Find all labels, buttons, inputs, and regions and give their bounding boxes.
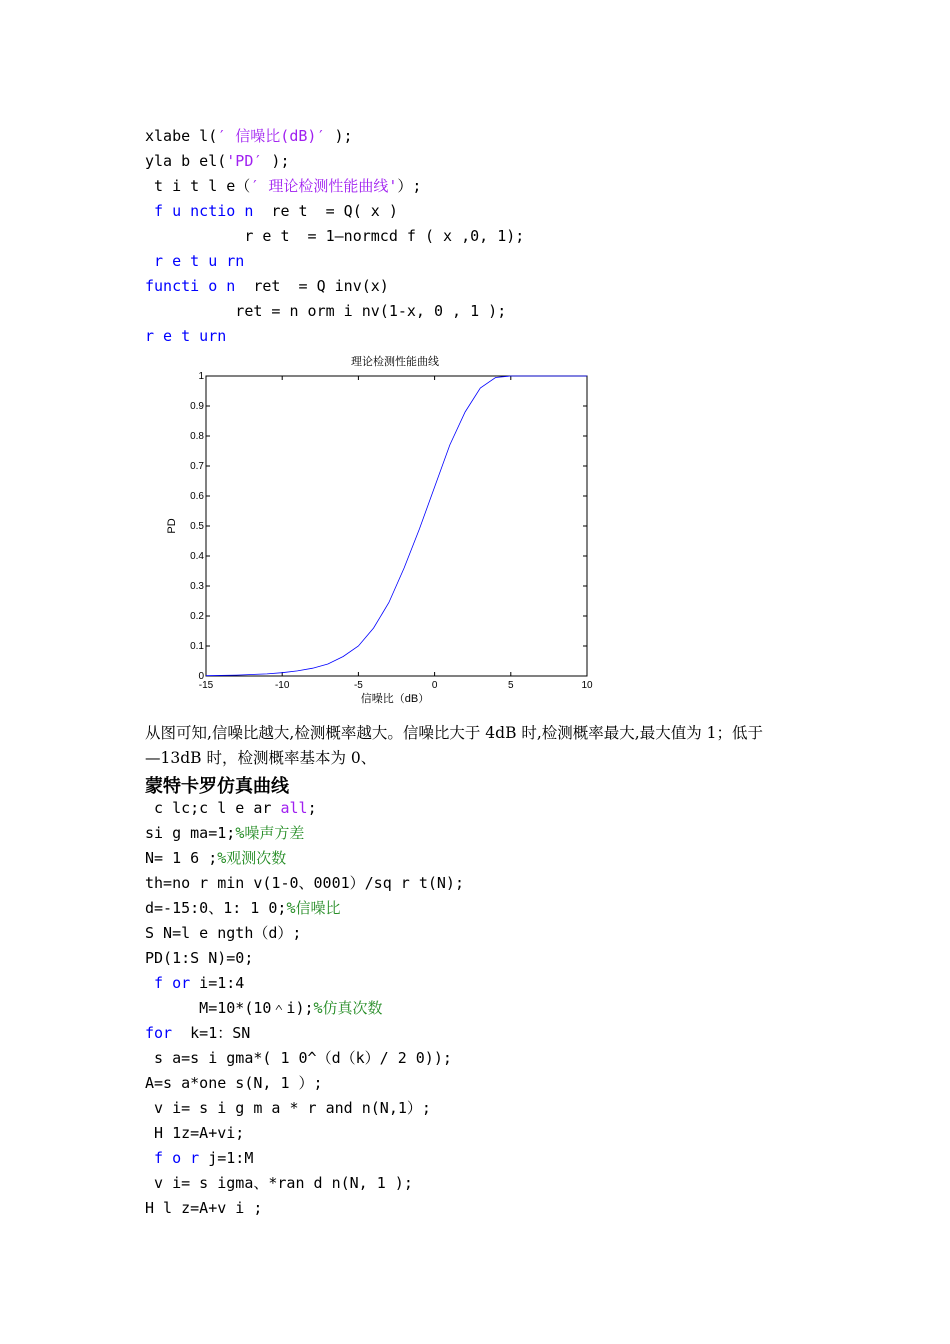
code-keyword: functi o n	[145, 277, 236, 295]
section-heading: 蒙特卡罗仿真曲线	[145, 776, 289, 797]
code-line	[145, 974, 244, 992]
code-text: d=-15:0、1: 1 0;	[145, 899, 287, 917]
conclusion-paragraph	[145, 721, 815, 771]
code-line	[145, 252, 244, 270]
code-string: ′ 理论检测性能曲线'	[250, 177, 398, 195]
code-keyword: f u nctio n	[145, 202, 254, 220]
code-text: N= 1 6 ;	[145, 849, 218, 867]
y-tick-label: 1	[198, 371, 204, 382]
y-tick-label: 0.7	[190, 461, 204, 472]
code-text: re t = Q( x )	[253, 202, 398, 220]
code-line	[145, 152, 290, 170]
code-line	[145, 127, 353, 145]
code-text: th=no r min v(1-0、0001）/sq r t(N);	[145, 874, 464, 892]
code-line	[145, 1124, 244, 1142]
code-comment: %观测次数	[217, 849, 287, 867]
x-tick-label: 5	[508, 680, 514, 691]
code-text: ret = Q inv(x)	[235, 277, 389, 295]
code-keyword: f or	[145, 974, 191, 992]
code-text: s a=s i gma*( 1 0^（d（k）/ 2 0));	[145, 1049, 452, 1067]
x-tick-label: 10	[581, 680, 593, 691]
code-line	[145, 202, 398, 220]
conclusion-line-2: —13dB 时，检测概率基本为 0、	[145, 749, 377, 767]
code-text: si g ma=1;	[145, 824, 236, 842]
code-text: H 1z=A+vi;	[145, 1124, 245, 1142]
code-string: 'PD′	[226, 152, 263, 170]
y-tick-label: 0.4	[190, 551, 204, 562]
x-tick-label: -10	[274, 680, 290, 691]
pd-curve	[206, 376, 587, 676]
code-text: k=1：SN	[172, 1024, 251, 1042]
code-line	[145, 924, 301, 942]
x-tick-label: 0	[431, 680, 438, 691]
code-line	[145, 1074, 323, 1092]
y-tick-label: 0.3	[190, 581, 204, 592]
code-text: yla b el(	[145, 152, 227, 170]
code-text: j=1:M	[199, 1149, 254, 1167]
code-line	[145, 1049, 452, 1067]
code-text: xlabe l(	[145, 127, 218, 145]
code-line	[145, 1174, 413, 1192]
x-axis-label: 信噪比（dB）	[360, 693, 430, 705]
y-tick-label: 0.9	[190, 401, 204, 412]
code-comment: %信噪比	[286, 899, 341, 917]
code-line	[145, 302, 506, 320]
code-line	[145, 999, 383, 1017]
code-comment: %噪声方差	[235, 824, 305, 842]
code-text: t i t l e（	[145, 177, 251, 195]
code-line	[145, 177, 421, 195]
code-text: );	[325, 127, 353, 145]
code-line	[145, 899, 340, 917]
code-text: i=1:4	[190, 974, 245, 992]
y-tick-label: 0.6	[190, 491, 204, 502]
code-comment: %仿真次数	[313, 999, 383, 1017]
code-text: );	[262, 152, 290, 170]
code-text: S N=l e ngth（d）;	[145, 924, 302, 942]
code-text: ret = n orm i nv(1-x, 0 , 1 );	[145, 302, 507, 320]
code-line	[145, 327, 226, 345]
x-tick-label: -15	[198, 680, 214, 691]
code-line	[145, 1199, 262, 1217]
y-tick-label: 0.5	[190, 521, 204, 532]
chart-title: 理论检测性能曲线	[351, 356, 439, 368]
code-line	[145, 1024, 250, 1042]
code-line	[145, 227, 524, 245]
code-line	[145, 874, 464, 892]
y-axis-label: PD	[166, 518, 178, 534]
code-text: r e t = 1—normcd f ( x ,0, 1);	[145, 227, 525, 245]
code-keyword: r e t u rn	[145, 252, 245, 270]
conclusion-line-1: 从图可知,信噪比越大,检测概率越大。信噪比大于 4dB 时,检测概率最大,最大值为 1；低于	[145, 724, 764, 742]
code-line	[145, 799, 317, 817]
code-text: v i= s i g m a * r and n(N,1）;	[145, 1099, 431, 1117]
code-keyword: for	[145, 1024, 173, 1042]
code-text: v i= s igma、*ran d n(N, 1 );	[145, 1174, 413, 1192]
code-text: c lc;c l e ar	[145, 799, 281, 817]
code-line	[145, 849, 286, 867]
code-text: H l z=A+v i ;	[145, 1199, 263, 1217]
code-text: ）;	[397, 177, 422, 195]
code-keyword: f o r	[145, 1149, 200, 1167]
y-tick-label: 0.2	[190, 611, 204, 622]
y-tick-label: 0	[198, 671, 204, 682]
code-line	[145, 277, 389, 295]
code-line	[145, 824, 304, 842]
x-tick-label: -5	[353, 680, 363, 691]
code-text: ;	[307, 799, 317, 817]
code-text: M=10*(10＾i);	[145, 999, 314, 1017]
code-line	[145, 949, 253, 967]
plot-area	[206, 376, 587, 676]
detection-performance-chart	[160, 350, 600, 710]
code-keyword: r e t urn	[145, 327, 227, 345]
code-line	[145, 1149, 253, 1167]
code-string: all	[280, 799, 308, 817]
y-tick-label: 0.1	[190, 641, 204, 652]
y-tick-label: 0.8	[190, 431, 204, 442]
code-text: A=s a*one s(N, 1 ）;	[145, 1074, 323, 1092]
code-text: PD(1:S N)=0;	[145, 949, 254, 967]
code-string: ′ 信噪比(dB)′	[217, 127, 326, 145]
code-line	[145, 1099, 431, 1117]
